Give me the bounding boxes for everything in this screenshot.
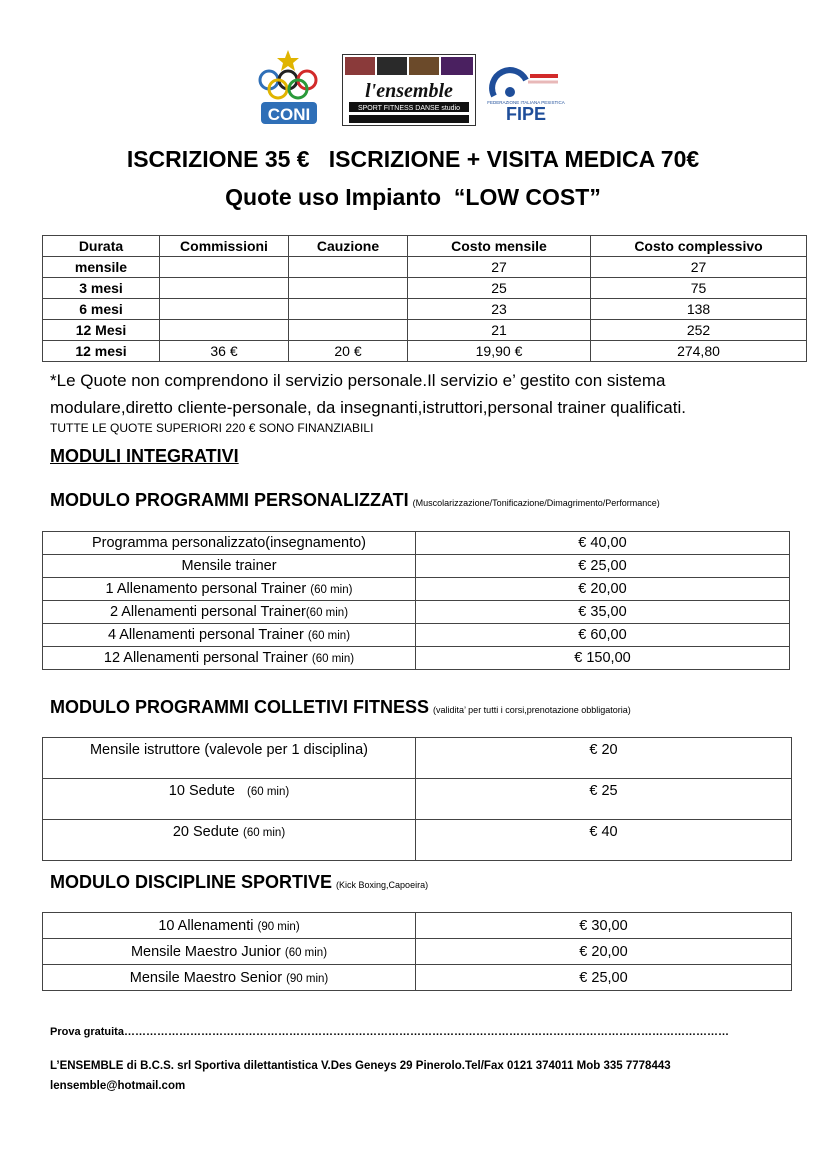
table-row — [43, 624, 790, 647]
table-row — [43, 738, 792, 779]
table-row — [43, 647, 790, 670]
service-note: *Le Quote non comprendono il servizio personale.Il servizio e’ gestito con sistema modulare,diretto cliente-personale, da insegnanti,istruttori,personal trainer qualificati. — [50, 371, 686, 417]
contact-email: lensemble@hotmail.com — [50, 1080, 186, 1092]
moduli-title: MODULI INTEGRATIVI — [50, 446, 239, 466]
service-label: Programma personalizzato(insegnamento) — [43, 532, 416, 555]
modulo-subtitle: (validita’ per tutti i corsi,prenotazione obbligatoria) — [433, 705, 631, 715]
service-label: 2 Allenamenti personal Trainer(60 min) — [43, 601, 416, 624]
low-cost-heading: Quote uso Impianto “LOW COST” — [225, 184, 601, 210]
collettivi-table — [42, 737, 792, 861]
service-price: € 20,00 — [416, 578, 790, 601]
service-label: Mensile istruttore (valevole per 1 disciplina) — [43, 738, 416, 779]
table-row — [43, 913, 792, 939]
financing-note: TUTTE LE QUOTE SUPERIORI 220 € SONO FINANZIABILI — [50, 421, 374, 435]
modulo-title-text: MODULO DISCIPLINE SPORTIVE — [50, 872, 333, 892]
modulo-discipline-title — [50, 872, 428, 893]
header-costo-mensile: Costo mensile — [408, 236, 591, 257]
service-label: Mensile Maestro Senior (90 min) — [43, 965, 416, 991]
cell-cauzione: 20 € — [289, 341, 408, 362]
service-price: € 30,00 — [416, 913, 792, 939]
service-price: € 20 — [416, 738, 792, 779]
ensemble-logo-sub: SPORT FITNESS DANSE studio — [357, 105, 461, 112]
header-commissioni: Commissioni — [160, 236, 289, 257]
cell-costo-complessivo: 27 — [591, 257, 807, 278]
modulo-subtitle: (Kick Boxing,Capoeira) — [336, 880, 429, 890]
discipline-table — [42, 912, 792, 991]
cell-commissioni — [160, 278, 289, 299]
service-price: € 60,00 — [416, 624, 790, 647]
table-row — [43, 820, 792, 861]
cell-cauzione — [289, 299, 408, 320]
ensemble-logo — [342, 54, 476, 126]
service-label: 4 Allenamenti personal Trainer (60 min) — [43, 624, 416, 647]
cell-durata: 3 mesi — [43, 278, 160, 299]
cell-costo-mensile: 27 — [408, 257, 591, 278]
cell-cauzione — [289, 278, 408, 299]
cell-costo-mensile: 19,90 € — [408, 341, 591, 362]
cell-costo-mensile: 25 — [408, 278, 591, 299]
personalizzati-table — [42, 531, 790, 670]
modulo-collettivi-title — [50, 697, 631, 718]
modulo-title-text: MODULO PROGRAMMI COLLETIVI FITNESS — [50, 697, 429, 717]
table-row — [43, 341, 807, 362]
cell-costo-complessivo: 274,80 — [591, 341, 807, 362]
table-row — [43, 299, 807, 320]
modulo-subtitle: (Muscolarizzazione/Tonificazione/Dimagrimento/Performance) — [412, 498, 660, 508]
service-label: 10 Allenamenti (90 min) — [43, 913, 416, 939]
service-price: € 25 — [416, 779, 792, 820]
service-label: Mensile Maestro Junior (60 min) — [43, 939, 416, 965]
service-price: € 40,00 — [416, 532, 790, 555]
cell-costo-complessivo: 75 — [591, 278, 807, 299]
service-label: 20 Sedute (60 min) — [43, 820, 416, 861]
coni-logo-text: CONI — [267, 105, 311, 124]
cell-durata: 6 mesi — [43, 299, 160, 320]
fipe-logo — [484, 66, 568, 122]
cell-costo-complessivo: 138 — [591, 299, 807, 320]
service-price: € 20,00 — [416, 939, 792, 965]
modulo-personalizzati-title — [50, 490, 660, 511]
cell-commissioni — [160, 257, 289, 278]
service-label: 10 Sedute (60 min) — [43, 779, 416, 820]
service-price: € 25,00 — [416, 555, 790, 578]
table-row — [43, 939, 792, 965]
cell-costo-mensile: 23 — [408, 299, 591, 320]
service-label: Mensile trainer — [43, 555, 416, 578]
cell-cauzione — [289, 257, 408, 278]
cell-commissioni — [160, 320, 289, 341]
service-label: 12 Allenamenti personal Trainer (60 min) — [43, 647, 416, 670]
ensemble-logo-text: l'ensemble — [365, 80, 453, 102]
quote-table-header-row — [43, 236, 807, 257]
fipe-logo-small: FEDERAZIONE ITALIANA PESISTICA — [487, 100, 565, 105]
service-price: € 25,00 — [416, 965, 792, 991]
quote-table — [42, 235, 807, 362]
table-row — [43, 532, 790, 555]
table-row — [43, 965, 792, 991]
service-price: € 35,00 — [416, 601, 790, 624]
cell-cauzione — [289, 320, 408, 341]
header-durata: Durata — [43, 236, 160, 257]
cell-commissioni: 36 € — [160, 341, 289, 362]
table-row — [43, 320, 807, 341]
company-address: L’ENSEMBLE di B.C.S. srl Sportiva dilettantistica V.Des Geneys 29 Pinerolo.Tel/Fax 0121 374011 Mob 335 7778443 — [50, 1060, 671, 1072]
table-row — [43, 278, 807, 299]
service-price: € 150,00 — [416, 647, 790, 670]
cell-durata: 12 mesi — [43, 341, 160, 362]
header-cauzione: Cauzione — [289, 236, 408, 257]
cell-durata: 12 Mesi — [43, 320, 160, 341]
free-trial-line: Prova gratuita………………………………………………………………………………………………………………………………………………… — [50, 1026, 729, 1038]
table-row — [43, 578, 790, 601]
cell-durata: mensile — [43, 257, 160, 278]
table-row — [43, 555, 790, 578]
cell-costo-mensile: 21 — [408, 320, 591, 341]
table-row — [43, 779, 792, 820]
header-costo-complessivo: Costo complessivo — [591, 236, 807, 257]
coni-logo — [255, 48, 321, 126]
fipe-logo-text: FIPE — [505, 104, 547, 122]
service-label: 1 Allenamento personal Trainer (60 min) — [43, 578, 416, 601]
service-price: € 40 — [416, 820, 792, 861]
modulo-title-text: MODULO PROGRAMMI PERSONALIZZATI — [50, 490, 409, 510]
cell-commissioni — [160, 299, 289, 320]
table-row — [43, 601, 790, 624]
cell-costo-complessivo: 252 — [591, 320, 807, 341]
table-row — [43, 257, 807, 278]
registration-heading: ISCRIZIONE 35 € ISCRIZIONE + VISITA MEDICA 70€ — [126, 146, 700, 172]
